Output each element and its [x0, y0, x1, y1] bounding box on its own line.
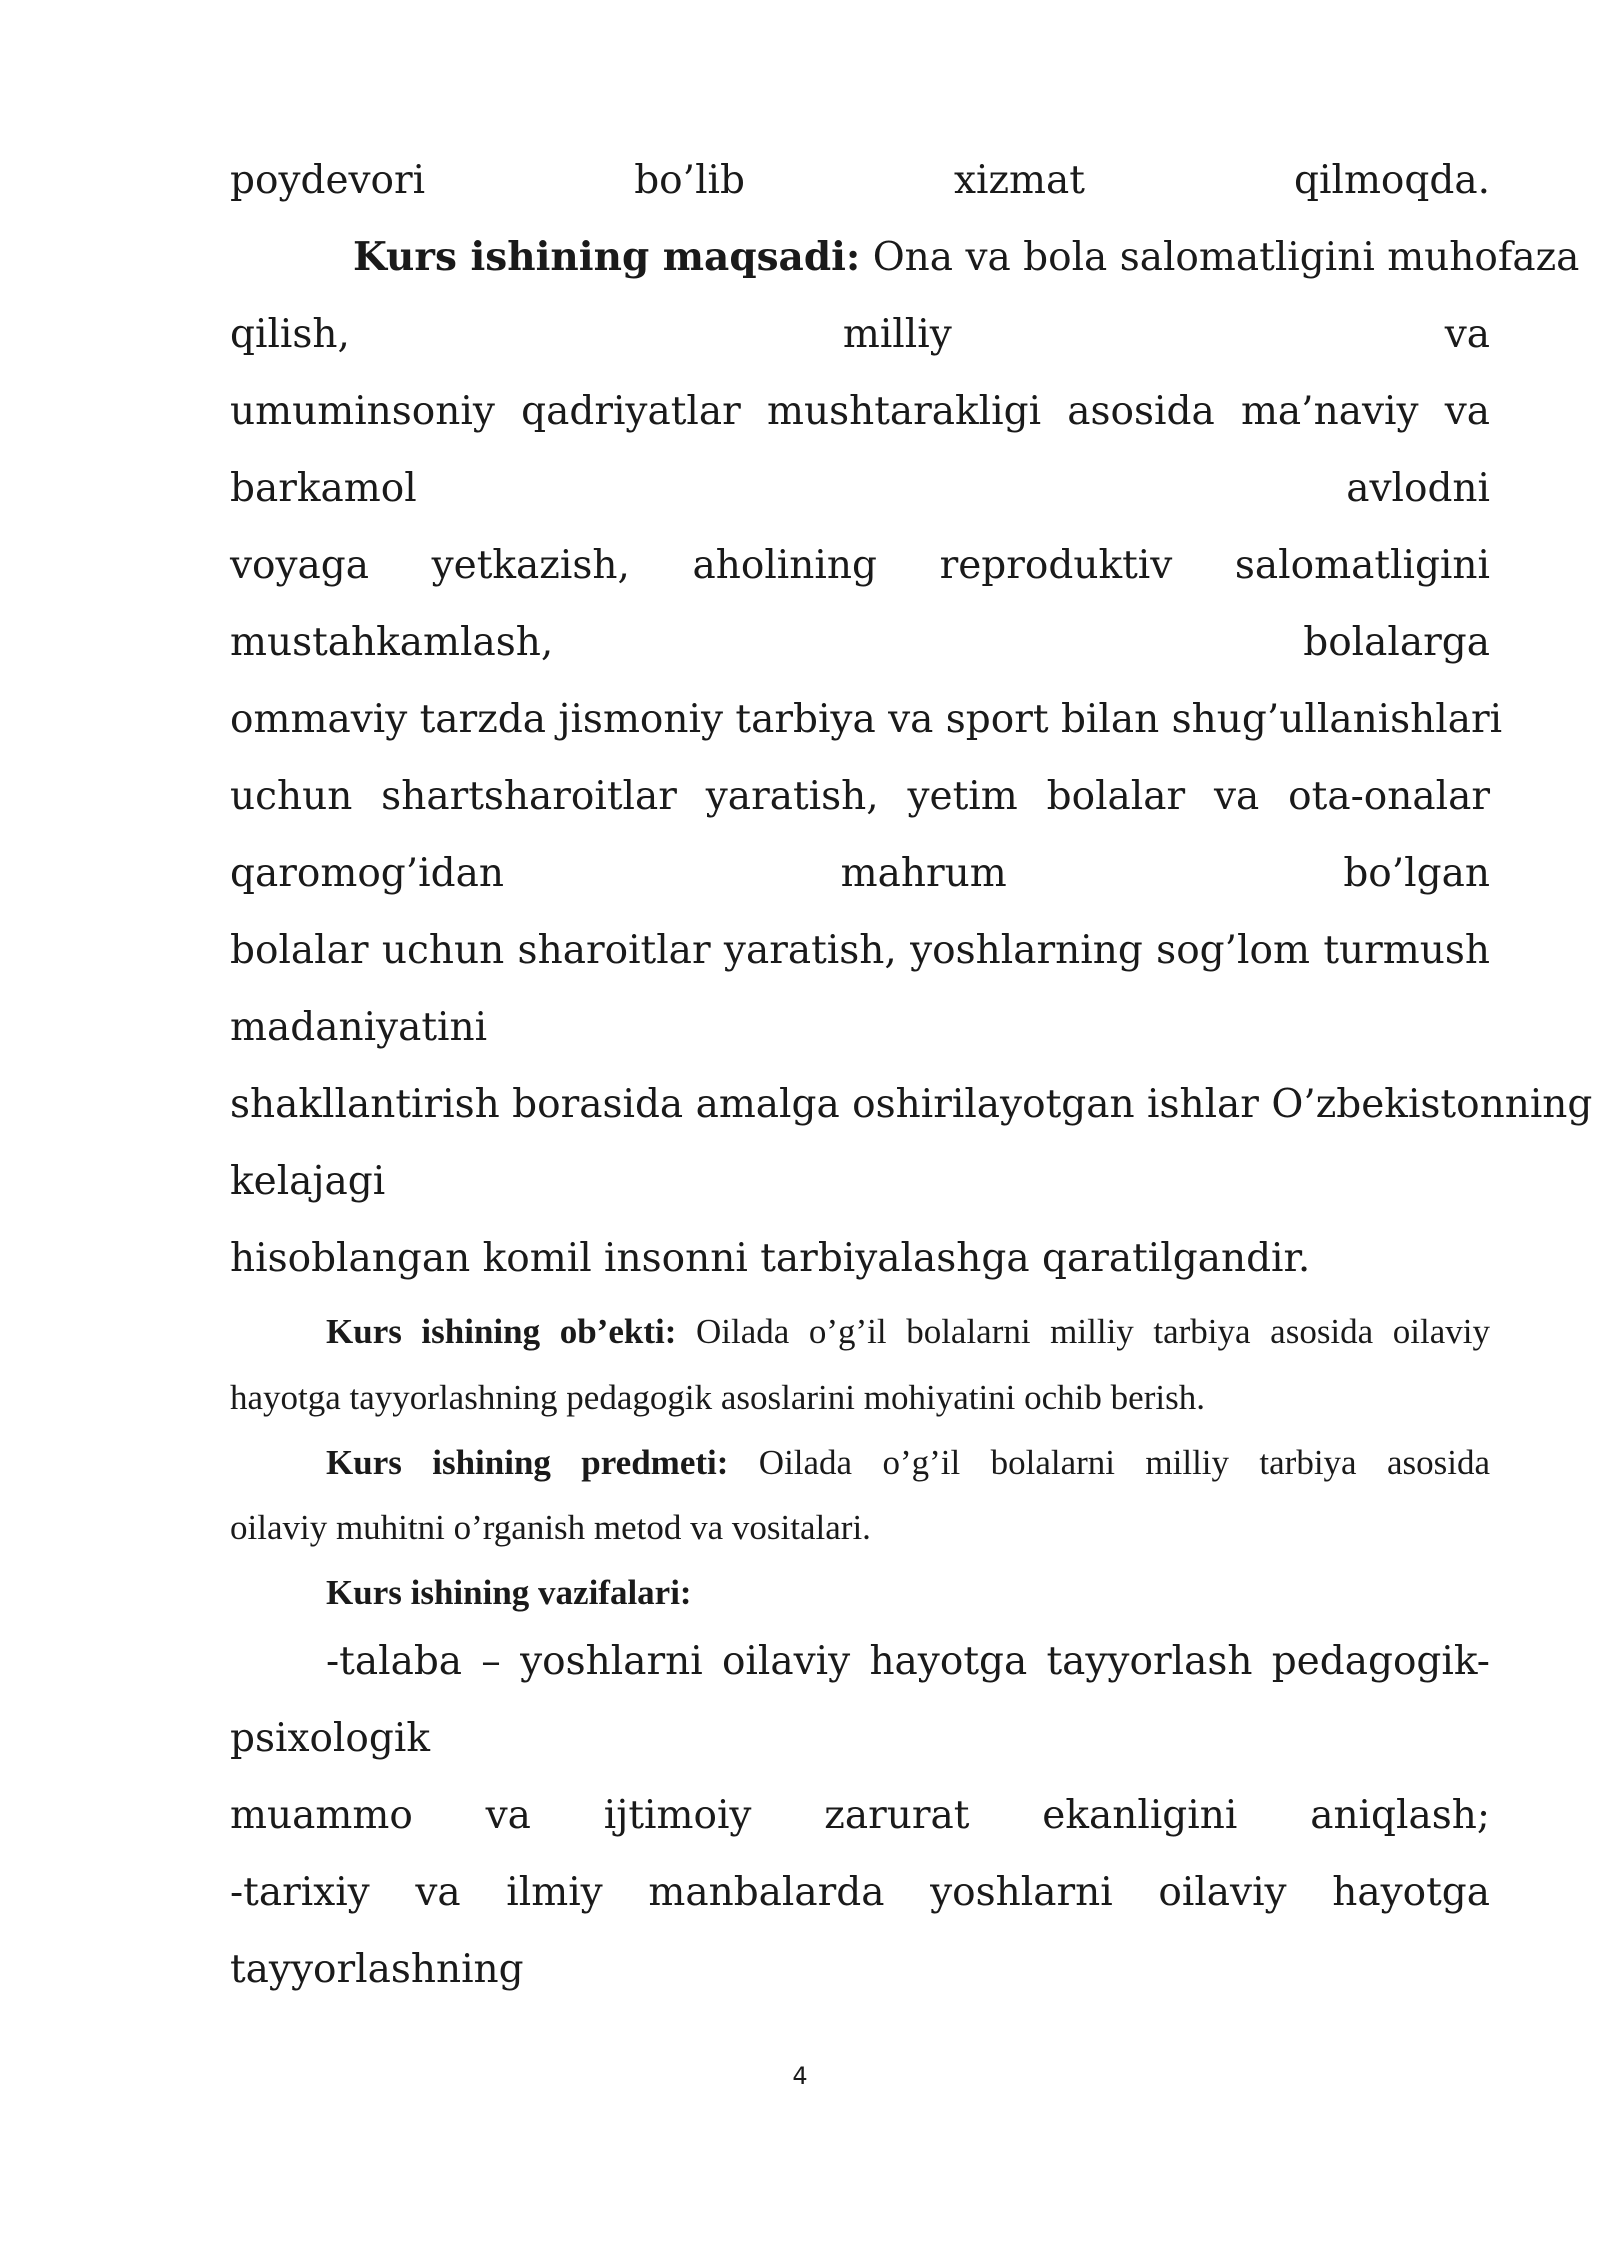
text-line: psixologik	[230, 1716, 430, 1761]
predmet-label: Kurs ishining predmeti:	[326, 1443, 729, 1482]
text-line: hisoblangan komil insonni tarbiyalashga qaratilgandir.	[230, 1236, 1311, 1281]
text-line: poydevori bo’lib xizmat qilmoqda.	[230, 158, 1490, 203]
text-line: muammo va ijtimoiy zarurat ekanligini aniqlash;	[230, 1793, 1490, 1838]
text-line: Kurs ishining maqsadi: Ona va bola salomatligini muhofaza	[353, 234, 1580, 280]
text-line: mustahkamlash, bolalarga	[230, 620, 1490, 665]
text-line: oilaviy muhitni o’rganish metod va vositalari.	[230, 1508, 871, 1547]
text-line: -tarixiy va ilmiy manbalarda yoshlarni oilaviy hayotga	[230, 1870, 1490, 1915]
text-line: tayyorlashning	[230, 1947, 524, 1992]
text-line: voyaga yetkazish, aholining reproduktiv salomatligini	[230, 543, 1490, 588]
text-line: barkamol avlodni	[230, 466, 1490, 511]
text-line: bolalar uchun sharoitlar yaratish, yoshlarning sog’lom turmush	[230, 928, 1490, 973]
text-line: madaniyatini	[230, 1005, 488, 1050]
text-line: Kurs ishining ob’ekti: Oilada o’g’il bolalarni milliy tarbiya asosida oilaviy	[326, 1312, 1490, 1351]
maqsad-label: Kurs ishining maqsadi:	[353, 234, 861, 280]
text-line: kelajagi	[230, 1159, 386, 1204]
page-number: 4	[792, 2062, 808, 2090]
text-line: Kurs ishining predmeti: Oilada o’g’il bolalarni milliy tarbiya asosida	[326, 1443, 1490, 1482]
text-line: qilish, milliy va	[230, 312, 1490, 357]
text-line: -talaba – yoshlarni oilaviy hayotga tayyorlash pedagogik-	[326, 1639, 1490, 1684]
text-line: hayotga tayyorlashning pedagogik asoslarini mohiyatini ochib berish.	[230, 1378, 1205, 1417]
text-line: umuminsoniy qadriyatlar mushtarakligi asosida ma’naviy va	[230, 389, 1490, 434]
obekt-label: Kurs ishining ob’ekti:	[326, 1312, 677, 1351]
text-line: shakllantirish borasida amalga oshirilayotgan ishlar O’zbekistonning	[230, 1082, 1593, 1127]
text-line: ommaviy tarzda jismoniy tarbiya va sport bilan shug’ullanishlari	[230, 697, 1503, 742]
vazifa-label: Kurs ishining vazifalari:	[326, 1573, 692, 1612]
text-line: uchun shartsharoitlar yaratish, yetim bolalar va ota-onalar	[230, 774, 1490, 819]
text-line: qaromog’idan mahrum bo’lgan	[230, 851, 1490, 896]
text-line	[326, 1575, 1490, 1610]
